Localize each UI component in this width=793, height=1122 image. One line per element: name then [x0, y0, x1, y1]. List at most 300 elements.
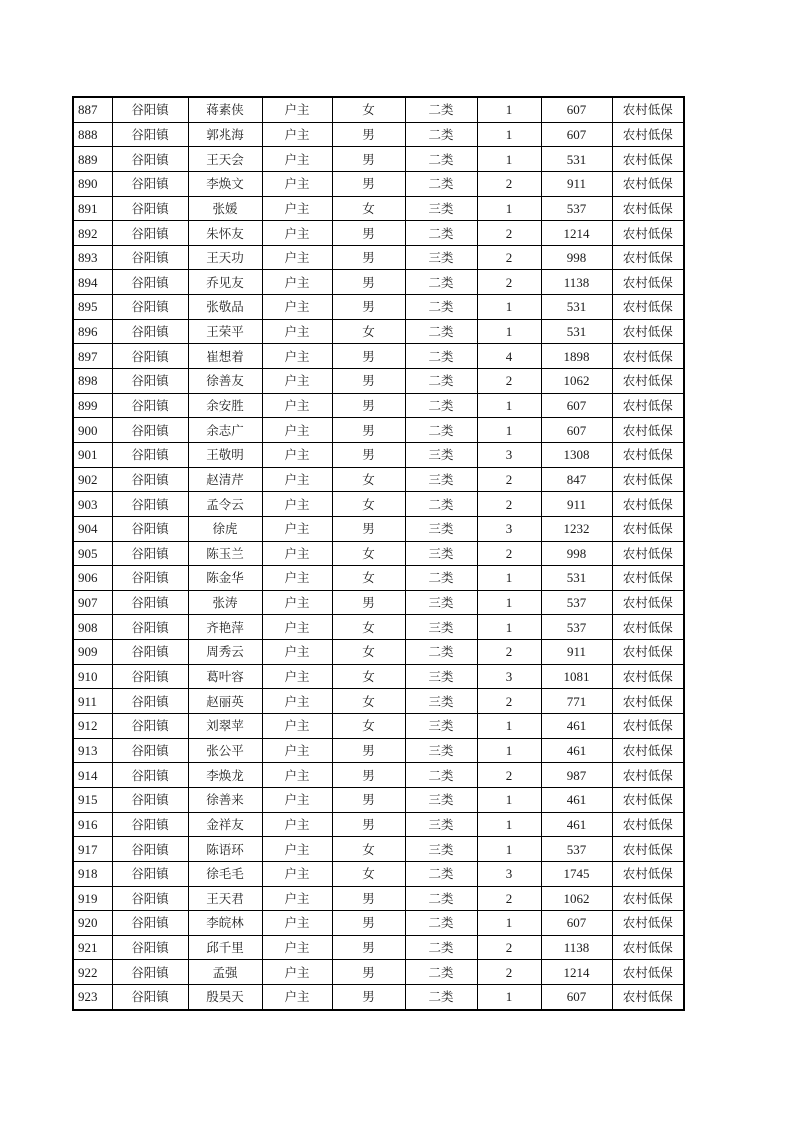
- cell-category: 三类: [405, 714, 477, 739]
- cell-town: 谷阳镇: [112, 615, 188, 640]
- cell-town: 谷阳镇: [112, 97, 188, 122]
- cell-name: 殷昊天: [188, 985, 262, 1010]
- cell-category: 三类: [405, 787, 477, 812]
- cell-relation: 户主: [262, 171, 332, 196]
- table-row: [73, 369, 684, 394]
- cell-relation: 户主: [262, 763, 332, 788]
- cell-household-size: 2: [477, 886, 541, 911]
- cell-gender: 女: [332, 689, 405, 714]
- cell-gender: 男: [332, 418, 405, 443]
- cell-row-number: 918: [73, 861, 112, 886]
- cell-row-number: 899: [73, 393, 112, 418]
- cell-row-number: 901: [73, 442, 112, 467]
- cell-relation: 户主: [262, 664, 332, 689]
- table-row: [73, 541, 684, 566]
- table-row: [73, 221, 684, 246]
- table-row: [73, 319, 684, 344]
- cell-program-type: 农村低保: [612, 738, 684, 763]
- cell-town: 谷阳镇: [112, 911, 188, 936]
- cell-program-type: 农村低保: [612, 590, 684, 615]
- cell-town: 谷阳镇: [112, 935, 188, 960]
- cell-town: 谷阳镇: [112, 492, 188, 517]
- cell-household-size: 2: [477, 960, 541, 985]
- cell-program-type: 农村低保: [612, 837, 684, 862]
- cell-name: 刘翠苹: [188, 714, 262, 739]
- cell-town: 谷阳镇: [112, 738, 188, 763]
- cell-gender: 男: [332, 516, 405, 541]
- cell-category: 三类: [405, 689, 477, 714]
- table-row: [73, 640, 684, 665]
- cell-gender: 男: [332, 590, 405, 615]
- table-row: [73, 861, 684, 886]
- cell-program-type: 农村低保: [612, 541, 684, 566]
- cell-gender: 女: [332, 97, 405, 122]
- cell-row-number: 912: [73, 714, 112, 739]
- cell-amount: 531: [541, 147, 612, 172]
- cell-relation: 户主: [262, 886, 332, 911]
- cell-program-type: 农村低保: [612, 886, 684, 911]
- cell-gender: 男: [332, 245, 405, 270]
- cell-program-type: 农村低保: [612, 763, 684, 788]
- cell-town: 谷阳镇: [112, 516, 188, 541]
- cell-gender: 女: [332, 837, 405, 862]
- cell-name: 张公平: [188, 738, 262, 763]
- cell-name: 王天君: [188, 886, 262, 911]
- cell-household-size: 2: [477, 467, 541, 492]
- cell-gender: 女: [332, 566, 405, 591]
- cell-program-type: 农村低保: [612, 640, 684, 665]
- cell-category: 三类: [405, 837, 477, 862]
- table-row: [73, 467, 684, 492]
- cell-household-size: 1: [477, 393, 541, 418]
- cell-program-type: 农村低保: [612, 245, 684, 270]
- cell-town: 谷阳镇: [112, 418, 188, 443]
- cell-amount: 531: [541, 319, 612, 344]
- cell-gender: 男: [332, 935, 405, 960]
- cell-category: 二类: [405, 344, 477, 369]
- cell-category: 二类: [405, 319, 477, 344]
- cell-program-type: 农村低保: [612, 812, 684, 837]
- cell-category: 三类: [405, 738, 477, 763]
- cell-amount: 607: [541, 911, 612, 936]
- cell-amount: 911: [541, 171, 612, 196]
- cell-household-size: 1: [477, 911, 541, 936]
- cell-amount: 1898: [541, 344, 612, 369]
- cell-relation: 户主: [262, 566, 332, 591]
- cell-program-type: 农村低保: [612, 689, 684, 714]
- cell-program-type: 农村低保: [612, 492, 684, 517]
- cell-town: 谷阳镇: [112, 319, 188, 344]
- table-row: [73, 787, 684, 812]
- table-row: [73, 196, 684, 221]
- cell-town: 谷阳镇: [112, 985, 188, 1010]
- cell-gender: 女: [332, 467, 405, 492]
- table-row: [73, 492, 684, 517]
- cell-category: 三类: [405, 664, 477, 689]
- cell-row-number: 890: [73, 171, 112, 196]
- cell-category: 二类: [405, 861, 477, 886]
- table-row: [73, 738, 684, 763]
- cell-household-size: 1: [477, 196, 541, 221]
- cell-amount: 461: [541, 812, 612, 837]
- cell-name: 齐艳萍: [188, 615, 262, 640]
- cell-category: 二类: [405, 147, 477, 172]
- cell-program-type: 农村低保: [612, 369, 684, 394]
- cell-amount: 607: [541, 97, 612, 122]
- table-row: [73, 270, 684, 295]
- table-row: [73, 985, 684, 1010]
- table-row: [73, 664, 684, 689]
- cell-gender: 男: [332, 393, 405, 418]
- cell-program-type: 农村低保: [612, 467, 684, 492]
- cell-town: 谷阳镇: [112, 344, 188, 369]
- cell-row-number: 908: [73, 615, 112, 640]
- cell-amount: 1062: [541, 886, 612, 911]
- cell-amount: 1138: [541, 935, 612, 960]
- cell-relation: 户主: [262, 492, 332, 517]
- cell-amount: 998: [541, 245, 612, 270]
- cell-household-size: 1: [477, 418, 541, 443]
- cell-amount: 531: [541, 566, 612, 591]
- cell-gender: 男: [332, 738, 405, 763]
- cell-amount: 1214: [541, 221, 612, 246]
- cell-category: 二类: [405, 171, 477, 196]
- cell-row-number: 887: [73, 97, 112, 122]
- cell-amount: 1745: [541, 861, 612, 886]
- cell-program-type: 农村低保: [612, 787, 684, 812]
- cell-town: 谷阳镇: [112, 763, 188, 788]
- cell-row-number: 894: [73, 270, 112, 295]
- cell-relation: 户主: [262, 270, 332, 295]
- cell-program-type: 农村低保: [612, 861, 684, 886]
- cell-amount: 537: [541, 837, 612, 862]
- cell-name: 张涛: [188, 590, 262, 615]
- cell-gender: 男: [332, 911, 405, 936]
- cell-gender: 男: [332, 270, 405, 295]
- cell-amount: 1062: [541, 369, 612, 394]
- cell-category: 二类: [405, 640, 477, 665]
- cell-row-number: 910: [73, 664, 112, 689]
- cell-row-number: 893: [73, 245, 112, 270]
- cell-amount: 771: [541, 689, 612, 714]
- cell-household-size: 1: [477, 787, 541, 812]
- cell-amount: 1308: [541, 442, 612, 467]
- cell-row-number: 913: [73, 738, 112, 763]
- cell-town: 谷阳镇: [112, 837, 188, 862]
- cell-category: 三类: [405, 467, 477, 492]
- cell-town: 谷阳镇: [112, 122, 188, 147]
- cell-town: 谷阳镇: [112, 171, 188, 196]
- cell-row-number: 909: [73, 640, 112, 665]
- cell-program-type: 农村低保: [612, 664, 684, 689]
- cell-gender: 男: [332, 787, 405, 812]
- cell-town: 谷阳镇: [112, 714, 188, 739]
- cell-gender: 男: [332, 221, 405, 246]
- cell-row-number: 892: [73, 221, 112, 246]
- cell-row-number: 903: [73, 492, 112, 517]
- cell-category: 三类: [405, 245, 477, 270]
- table-row: [73, 344, 684, 369]
- cell-gender: 男: [332, 171, 405, 196]
- table-row: [73, 245, 684, 270]
- cell-category: 三类: [405, 196, 477, 221]
- cell-category: 二类: [405, 985, 477, 1010]
- cell-town: 谷阳镇: [112, 886, 188, 911]
- cell-row-number: 904: [73, 516, 112, 541]
- cell-name: 金祥友: [188, 812, 262, 837]
- cell-row-number: 891: [73, 196, 112, 221]
- cell-gender: 女: [332, 615, 405, 640]
- beneficiary-table: [72, 96, 685, 1011]
- cell-row-number: 914: [73, 763, 112, 788]
- cell-relation: 户主: [262, 245, 332, 270]
- cell-name: 徐虎: [188, 516, 262, 541]
- cell-household-size: 2: [477, 245, 541, 270]
- cell-row-number: 906: [73, 566, 112, 591]
- cell-amount: 607: [541, 122, 612, 147]
- cell-name: 王敬明: [188, 442, 262, 467]
- cell-name: 朱怀友: [188, 221, 262, 246]
- cell-relation: 户主: [262, 935, 332, 960]
- cell-gender: 男: [332, 886, 405, 911]
- cell-gender: 男: [332, 344, 405, 369]
- cell-town: 谷阳镇: [112, 147, 188, 172]
- cell-name: 崔想着: [188, 344, 262, 369]
- cell-household-size: 2: [477, 689, 541, 714]
- cell-row-number: 902: [73, 467, 112, 492]
- cell-gender: 女: [332, 319, 405, 344]
- cell-category: 三类: [405, 590, 477, 615]
- cell-amount: 987: [541, 763, 612, 788]
- cell-household-size: 1: [477, 590, 541, 615]
- cell-gender: 男: [332, 147, 405, 172]
- cell-town: 谷阳镇: [112, 664, 188, 689]
- cell-amount: 911: [541, 492, 612, 517]
- cell-household-size: 1: [477, 295, 541, 320]
- cell-town: 谷阳镇: [112, 960, 188, 985]
- cell-row-number: 923: [73, 985, 112, 1010]
- cell-row-number: 889: [73, 147, 112, 172]
- cell-row-number: 895: [73, 295, 112, 320]
- cell-program-type: 农村低保: [612, 171, 684, 196]
- cell-relation: 户主: [262, 221, 332, 246]
- cell-town: 谷阳镇: [112, 221, 188, 246]
- cell-town: 谷阳镇: [112, 369, 188, 394]
- cell-amount: 607: [541, 393, 612, 418]
- cell-name: 王天会: [188, 147, 262, 172]
- cell-household-size: 3: [477, 861, 541, 886]
- cell-relation: 户主: [262, 615, 332, 640]
- table-row: [73, 566, 684, 591]
- cell-gender: 女: [332, 664, 405, 689]
- cell-household-size: 2: [477, 492, 541, 517]
- cell-row-number: 898: [73, 369, 112, 394]
- cell-program-type: 农村低保: [612, 97, 684, 122]
- table-row: [73, 393, 684, 418]
- cell-amount: 607: [541, 985, 612, 1010]
- cell-household-size: 1: [477, 738, 541, 763]
- cell-town: 谷阳镇: [112, 541, 188, 566]
- cell-name: 徐善来: [188, 787, 262, 812]
- cell-category: 二类: [405, 960, 477, 985]
- cell-amount: 461: [541, 738, 612, 763]
- cell-town: 谷阳镇: [112, 861, 188, 886]
- cell-category: 二类: [405, 97, 477, 122]
- cell-row-number: 919: [73, 886, 112, 911]
- table-row: [73, 812, 684, 837]
- cell-relation: 户主: [262, 295, 332, 320]
- cell-program-type: 农村低保: [612, 196, 684, 221]
- cell-row-number: 905: [73, 541, 112, 566]
- cell-row-number: 920: [73, 911, 112, 936]
- cell-amount: 1138: [541, 270, 612, 295]
- cell-relation: 户主: [262, 319, 332, 344]
- cell-program-type: 农村低保: [612, 960, 684, 985]
- table-row: [73, 97, 684, 122]
- table-row: [73, 418, 684, 443]
- cell-category: 三类: [405, 541, 477, 566]
- cell-household-size: 3: [477, 516, 541, 541]
- cell-relation: 户主: [262, 812, 332, 837]
- table-row: [73, 935, 684, 960]
- cell-amount: 537: [541, 196, 612, 221]
- cell-household-size: 2: [477, 640, 541, 665]
- cell-town: 谷阳镇: [112, 393, 188, 418]
- cell-amount: 847: [541, 467, 612, 492]
- cell-town: 谷阳镇: [112, 590, 188, 615]
- cell-category: 二类: [405, 122, 477, 147]
- cell-name: 徐善友: [188, 369, 262, 394]
- cell-row-number: 916: [73, 812, 112, 837]
- cell-program-type: 农村低保: [612, 295, 684, 320]
- table-row: [73, 911, 684, 936]
- cell-gender: 女: [332, 492, 405, 517]
- cell-gender: 男: [332, 122, 405, 147]
- cell-program-type: 农村低保: [612, 319, 684, 344]
- cell-program-type: 农村低保: [612, 985, 684, 1010]
- cell-amount: 607: [541, 418, 612, 443]
- cell-category: 二类: [405, 566, 477, 591]
- cell-category: 二类: [405, 270, 477, 295]
- cell-name: 陈玉兰: [188, 541, 262, 566]
- cell-town: 谷阳镇: [112, 689, 188, 714]
- cell-amount: 998: [541, 541, 612, 566]
- cell-relation: 户主: [262, 196, 332, 221]
- cell-household-size: 1: [477, 147, 541, 172]
- cell-amount: 537: [541, 615, 612, 640]
- cell-name: 赵丽英: [188, 689, 262, 714]
- cell-gender: 女: [332, 714, 405, 739]
- cell-category: 二类: [405, 886, 477, 911]
- cell-program-type: 农村低保: [612, 615, 684, 640]
- cell-household-size: 2: [477, 221, 541, 246]
- cell-row-number: 911: [73, 689, 112, 714]
- cell-relation: 户主: [262, 541, 332, 566]
- cell-row-number: 915: [73, 787, 112, 812]
- cell-name: 李焕文: [188, 171, 262, 196]
- cell-relation: 户主: [262, 97, 332, 122]
- cell-town: 谷阳镇: [112, 812, 188, 837]
- cell-town: 谷阳镇: [112, 787, 188, 812]
- cell-name: 王天功: [188, 245, 262, 270]
- cell-relation: 户主: [262, 590, 332, 615]
- cell-gender: 男: [332, 442, 405, 467]
- cell-household-size: 3: [477, 664, 541, 689]
- cell-name: 张媛: [188, 196, 262, 221]
- cell-gender: 女: [332, 861, 405, 886]
- cell-category: 二类: [405, 763, 477, 788]
- cell-category: 二类: [405, 492, 477, 517]
- table-row: [73, 295, 684, 320]
- cell-relation: 户主: [262, 516, 332, 541]
- cell-town: 谷阳镇: [112, 640, 188, 665]
- cell-category: 二类: [405, 295, 477, 320]
- cell-name: 陈语环: [188, 837, 262, 862]
- cell-household-size: 2: [477, 270, 541, 295]
- cell-category: 二类: [405, 369, 477, 394]
- cell-town: 谷阳镇: [112, 245, 188, 270]
- cell-name: 余志广: [188, 418, 262, 443]
- cell-row-number: 900: [73, 418, 112, 443]
- cell-name: 赵清芹: [188, 467, 262, 492]
- cell-relation: 户主: [262, 960, 332, 985]
- cell-amount: 1081: [541, 664, 612, 689]
- cell-household-size: 1: [477, 566, 541, 591]
- cell-name: 王荣平: [188, 319, 262, 344]
- cell-program-type: 农村低保: [612, 418, 684, 443]
- table-row: [73, 837, 684, 862]
- cell-gender: 男: [332, 295, 405, 320]
- cell-household-size: 2: [477, 171, 541, 196]
- cell-relation: 户主: [262, 640, 332, 665]
- cell-town: 谷阳镇: [112, 196, 188, 221]
- cell-relation: 户主: [262, 393, 332, 418]
- cell-program-type: 农村低保: [612, 122, 684, 147]
- cell-name: 张敬品: [188, 295, 262, 320]
- table-row: [73, 689, 684, 714]
- cell-program-type: 农村低保: [612, 714, 684, 739]
- cell-gender: 男: [332, 960, 405, 985]
- cell-relation: 户主: [262, 714, 332, 739]
- cell-row-number: 896: [73, 319, 112, 344]
- cell-gender: 男: [332, 763, 405, 788]
- cell-relation: 户主: [262, 418, 332, 443]
- cell-gender: 男: [332, 985, 405, 1010]
- cell-amount: 531: [541, 295, 612, 320]
- cell-name: 周秀云: [188, 640, 262, 665]
- cell-town: 谷阳镇: [112, 270, 188, 295]
- cell-name: 葛叶容: [188, 664, 262, 689]
- cell-relation: 户主: [262, 985, 332, 1010]
- cell-gender: 男: [332, 369, 405, 394]
- table-row: [73, 147, 684, 172]
- cell-gender: 女: [332, 196, 405, 221]
- cell-relation: 户主: [262, 861, 332, 886]
- cell-name: 李焕龙: [188, 763, 262, 788]
- table-row: [73, 171, 684, 196]
- cell-program-type: 农村低保: [612, 147, 684, 172]
- cell-town: 谷阳镇: [112, 467, 188, 492]
- cell-category: 二类: [405, 911, 477, 936]
- cell-relation: 户主: [262, 837, 332, 862]
- cell-relation: 户主: [262, 442, 332, 467]
- cell-name: 余安胜: [188, 393, 262, 418]
- cell-row-number: 897: [73, 344, 112, 369]
- cell-relation: 户主: [262, 787, 332, 812]
- cell-program-type: 农村低保: [612, 442, 684, 467]
- cell-row-number: 907: [73, 590, 112, 615]
- cell-gender: 女: [332, 541, 405, 566]
